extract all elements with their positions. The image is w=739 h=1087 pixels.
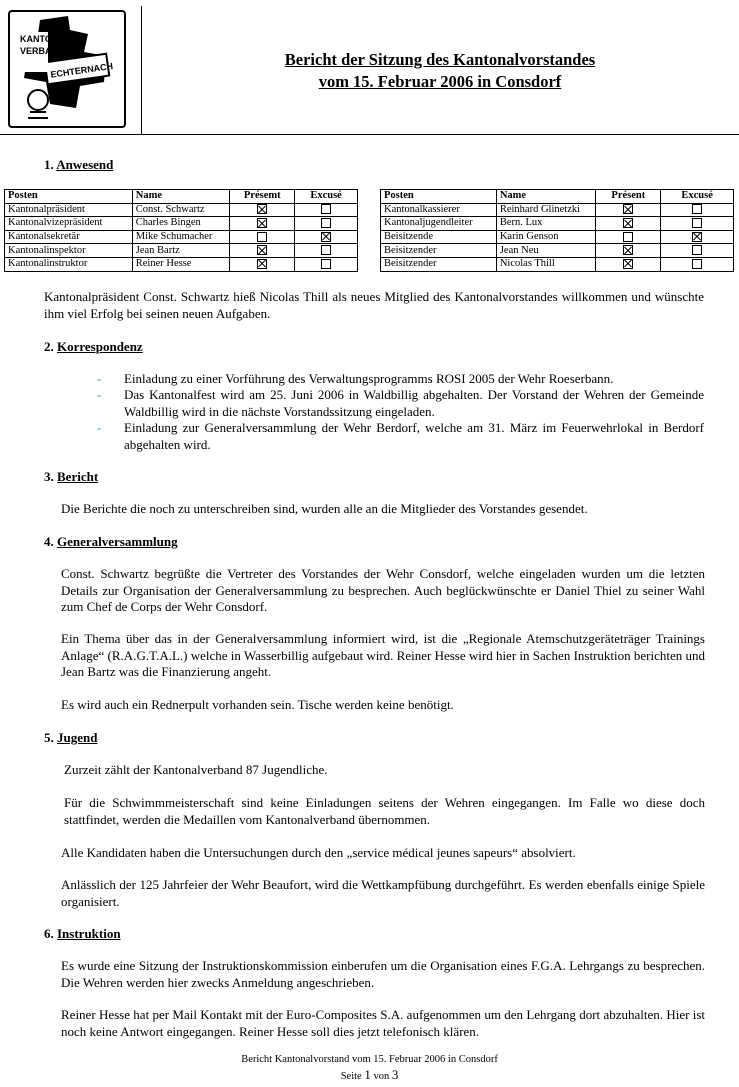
logo-emblem: [10, 12, 124, 126]
empty-box-icon: [321, 259, 331, 269]
report-title-line2: vom 15. Februar 2006 in Consdorf: [318, 72, 562, 91]
attendance-name: Nicolas Thill: [496, 257, 596, 271]
attendance-row: [5, 230, 358, 244]
report-title-line1: Bericht der Sitzung des Kantonalvorstandes: [284, 50, 596, 69]
section-3-text: Die Berichte die noch zu unterschreiben sind, wurden alle an die Mitglieder des Vorstandes gesendet.: [61, 501, 588, 516]
section-1-title: Anwesend: [56, 157, 114, 172]
intro-paragraph: Kantonalpräsident Const. Schwartz hieß Nicolas Thill als neues Mitglied des Kantonalvorstandes willkommen und wünschte ihm viel Erfolg bei seinen neuen Aufgaben.: [44, 289, 704, 321]
section-5-paragraph-3: Alle Kandidaten haben die Untersuchungen durch den „service médical jeunes sapeurs“ absolviert.: [61, 845, 576, 860]
section-6-title: Instruktion: [57, 926, 121, 941]
excuse-cell: [295, 203, 358, 217]
col-header-excuse: Excusé: [295, 190, 358, 204]
attendance-table-left: [4, 189, 358, 272]
col-header-excuse: Excusé: [661, 190, 734, 204]
attendance-posten: Kantonalkassierer: [381, 203, 497, 217]
footer-total-pages: 3: [391, 1067, 399, 1082]
attendance-name: Bern. Lux: [496, 217, 596, 231]
section-6-heading: [44, 926, 121, 943]
excuse-cell: [661, 244, 734, 258]
col-header-name: Name: [496, 190, 596, 204]
present-cell: [596, 203, 661, 217]
footer-page-mid: von: [373, 1071, 390, 1082]
attendance-posten: Beisitzende: [381, 230, 497, 244]
present-cell: [230, 203, 295, 217]
attendance-name: Mike Schumacher: [132, 230, 230, 244]
section-3-number: 3.: [44, 469, 54, 484]
excuse-cell: [295, 257, 358, 271]
section-1-heading: [44, 157, 113, 174]
attendance-name: Karin Genson: [496, 230, 596, 244]
section-4-number: 4.: [44, 534, 54, 549]
section-5-number: 5.: [44, 730, 54, 745]
checked-box-icon: [257, 245, 267, 255]
present-cell: [230, 230, 295, 244]
section-2-title: Korrespondenz: [57, 339, 143, 354]
section-2-number: 2.: [44, 339, 54, 354]
present-cell: [596, 244, 661, 258]
present-cell: [230, 244, 295, 258]
logo-text-line1: KANTONAL-: [20, 34, 74, 44]
col-header-posten: Posten: [381, 190, 497, 204]
checked-box-icon: [257, 259, 267, 269]
attendance-row: [381, 217, 734, 231]
present-cell: [596, 257, 661, 271]
header-divider-vertical: [141, 6, 142, 134]
footer-current-page: 1: [364, 1067, 371, 1082]
section-6-paragraph-2: Reiner Hesse hat per Mail Kontakt mit der Euro-Composites S.A. aufgenommen um den Lehrgang dort abzuhalten. Hier ist noch keine Antwort eingegangen. Reiner Hesse soll dies jetzt telefonisch klären.: [61, 1007, 705, 1039]
section-3-title: Bericht: [57, 469, 99, 484]
checked-box-icon: [623, 259, 633, 269]
footer-report-line: Bericht Kantonalvorstand vom 15. Februar 2006 in Consdorf: [241, 1054, 498, 1065]
attendance-row: [5, 203, 358, 217]
section-5-heading: [44, 730, 97, 747]
checked-box-icon: [692, 232, 702, 242]
attendance-posten: Kantonalvizepräsident: [5, 217, 133, 231]
excuse-cell: [661, 203, 734, 217]
section-3-heading: [44, 469, 98, 486]
col-header-name: Name: [132, 190, 230, 204]
attendance-posten: Beisitzender: [381, 257, 497, 271]
footer-page-number: [0, 1068, 739, 1083]
empty-box-icon: [623, 232, 633, 242]
present-cell: [596, 230, 661, 244]
logo-text-line2: VERBAND: [20, 46, 65, 56]
present-cell: [230, 257, 295, 271]
section-2-heading: [44, 339, 143, 356]
attendance-row: [5, 217, 358, 231]
empty-box-icon: [257, 232, 267, 242]
col-header-posten: Posten: [5, 190, 133, 204]
excuse-cell: [295, 230, 358, 244]
excuse-cell: [661, 257, 734, 271]
attendance-posten: Kantonaljugendleiter: [381, 217, 497, 231]
section-4-paragraph-1: Const. Schwartz begrüßte die Vertreter des Vorstandes der Wehr Consdorf, welche eingeladen wurden um die letzten Details zur Organisation der Generalversammlung zu besprechen. Auch beglückwünschte er Daniel Thiel zu seiner Wahl zum Chef de Corps der Wehr Consdorf.: [61, 566, 705, 614]
section-4-paragraph-2: Ein Thema über das in der Generalversammlung informiert wird, ist die „Regionale Atemschutzgeräteträger Trainings Anlage“ (R.A.G.T.A.L.) welche in Wasserbillig aufgebaut wird. Reiner Hesse wird hier in Sachen Instruktion berichten und Jean Bartz was die Finanzierung angeht.: [61, 631, 705, 679]
section-1-number: 1.: [44, 157, 54, 172]
attendance-row: [381, 244, 734, 258]
excuse-cell: [295, 244, 358, 258]
col-header-present: Présent: [596, 190, 661, 204]
attendance-name: Reinhard Glinetzki: [496, 203, 596, 217]
empty-box-icon: [692, 218, 702, 228]
attendance-name: Charles Bingen: [132, 217, 230, 231]
attendance-row: [5, 244, 358, 258]
excuse-cell: [661, 217, 734, 231]
attendance-posten: Kantonalpräsident: [5, 203, 133, 217]
present-cell: [230, 217, 295, 231]
correspondence-item-2: Das Kantonalfest wird am 25. Juni 2006 in Waldbillig abgehalten. Der Vorstand der Wehren der Gemeinde Waldbillig wird in die nächste Vorstandssitzung eingeladen.: [124, 387, 704, 419]
attendance-posten: Kantonalinspektor: [5, 244, 133, 258]
present-cell: [596, 217, 661, 231]
header-divider-horizontal: [0, 134, 739, 135]
attendance-posten: Kantonalsekretär: [5, 230, 133, 244]
attendance-row: [381, 230, 734, 244]
list-bullet: -: [97, 371, 102, 386]
empty-box-icon: [321, 218, 331, 228]
section-5-paragraph-2: Für die Schwimmmeisterschaft sind keine Einladungen seitens der Wehren eingegangen. Im Falle wo diese doch stattfindet, werden die Medaillen vom Kantonalverband übernommen.: [64, 795, 705, 827]
empty-box-icon: [692, 245, 702, 255]
attendance-row: [381, 203, 734, 217]
section-4-title: Generalversammlung: [57, 534, 178, 549]
list-bullet: -: [97, 387, 102, 402]
checked-box-icon: [623, 218, 633, 228]
empty-box-icon: [692, 259, 702, 269]
empty-box-icon: [321, 204, 331, 214]
logo-text-line3: ECHTERNACH: [49, 61, 114, 80]
empty-box-icon: [692, 204, 702, 214]
attendance-table-right: [380, 189, 734, 272]
excuse-cell: [661, 230, 734, 244]
checked-box-icon: [623, 204, 633, 214]
attendance-name: Jean Neu: [496, 244, 596, 258]
section-6-paragraph-1: Es wurde eine Sitzung der Instruktionskommission einberufen um die Organisation eines F.G.A. Lehrgangs zu besprechen. Die Wehren werden hier zwecks Anmeldung angeschrieben.: [61, 958, 705, 990]
section-4-paragraph-3: Es wird auch ein Rednerpult vorhanden sein. Tische werden keine benötigt.: [61, 697, 454, 712]
checked-box-icon: [257, 218, 267, 228]
section-5-paragraph-4: Anlässlich der 125 Jahrfeier der Wehr Beaufort, wird die Wettkampfübung durchgeführt. Es werden ebenfalls einige Spiele organisiert.: [61, 877, 705, 909]
correspondence-item-3: Einladung zur Generalversammlung der Wehr Berdorf, welche am 31. März im Feuerwehrlokal in Berdorf abgehalten wird.: [124, 420, 704, 452]
attendance-name: Const. Schwartz: [132, 203, 230, 217]
section-6-number: 6.: [44, 926, 54, 941]
section-5-title: Jugend: [57, 730, 98, 745]
section-5-paragraph-1: Zurzeit zählt der Kantonalverband 87 Jugendliche.: [64, 762, 328, 777]
excuse-cell: [295, 217, 358, 231]
col-header-present: Présemt: [230, 190, 295, 204]
attendance-posten: Kantonalinstruktor: [5, 257, 133, 271]
empty-box-icon: [321, 245, 331, 255]
attendance-row: [5, 257, 358, 271]
attendance-name: Reiner Hesse: [132, 257, 230, 271]
checked-box-icon: [257, 204, 267, 214]
kantonalverband-logo: [8, 10, 126, 128]
list-bullet: -: [97, 420, 102, 435]
attendance-row: [381, 257, 734, 271]
checked-box-icon: [623, 245, 633, 255]
correspondence-item-1: Einladung zu einer Vorführung des Verwaltungsprogramms ROSI 2005 der Wehr Roeserbann.: [124, 371, 614, 386]
section-4-heading: [44, 534, 178, 551]
attendance-posten: Beisitzender: [381, 244, 497, 258]
checked-box-icon: [321, 232, 331, 242]
footer-page-prefix: Seite: [340, 1071, 362, 1082]
attendance-name: Jean Bartz: [132, 244, 230, 258]
